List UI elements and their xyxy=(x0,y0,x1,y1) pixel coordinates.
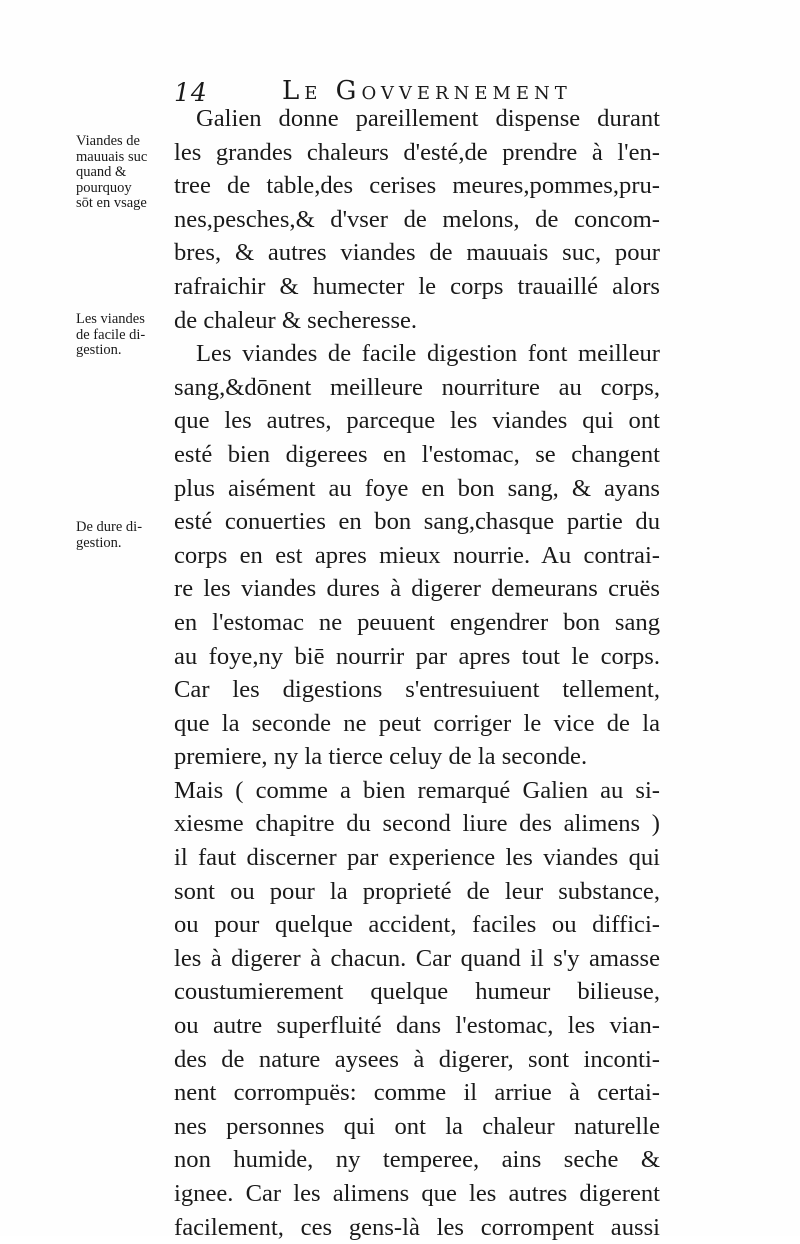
text-line: les grandes chaleurs d'esté,de prendre à l'en- xyxy=(174,138,660,166)
text-line: nes personnes qui ont la chaleur naturelle xyxy=(174,1112,660,1140)
text-line: Les viandes de facile digestion font meilleur xyxy=(196,340,660,368)
text-line: esté conuerties en bon sang,chasque partie du xyxy=(174,508,660,536)
text-line: Galien donne pareillement dispense durant xyxy=(196,105,660,132)
running-head: Le Govvernement xyxy=(282,76,572,106)
text-line: les à digerer à chacun. Car quand il s'y amasse xyxy=(174,944,660,972)
text-line: ou autre superfluité dans l'estomac, les vian- xyxy=(174,1012,660,1040)
text-line: facilement, ces gens-là les corrompent aussi xyxy=(174,1213,660,1241)
margin-note-line: de facile di- xyxy=(76,326,146,343)
text-line: nent corrompuës: comme il arriue à certai- xyxy=(174,1079,660,1107)
text-line: coustumierement quelque humeur bilieuse, xyxy=(174,978,660,1006)
text-line: corps en est apres mieux nourrie. Au contrai- xyxy=(174,541,660,569)
text-line: tree de table,des cerises meures,pommes,pru- xyxy=(174,172,660,200)
margin-note-line: gestion. xyxy=(76,342,122,358)
margin-note-line: De dure di- xyxy=(76,519,143,535)
margin-note-line: mauuais suc xyxy=(76,148,148,165)
margin-note-line: quand & xyxy=(76,164,127,180)
text-line: premiere, ny la tierce celuy de la seconde. xyxy=(174,743,588,771)
text-line: nes,pesches,& d'vser de melons, de concom- xyxy=(174,205,660,233)
margin-note-line: sōt en vsage xyxy=(76,195,147,211)
text-line: Car les digestions s'entresuiuent tellement, xyxy=(174,676,660,704)
text-line: plus aisément au foye en bon sang, & ayans xyxy=(174,474,660,502)
margin-note xyxy=(76,134,172,212)
text-line: en l'estomac ne peuuent engendrer bon sang xyxy=(174,608,660,636)
text-line: bres, & autres viandes de mauuais suc, pour xyxy=(174,239,660,267)
text-line: sang,&dōnent meilleure nourriture au corps, xyxy=(174,373,660,401)
text-line: ignee. Car les alimens que les autres digerent xyxy=(174,1180,660,1207)
margin-note-line: Les viandes xyxy=(76,311,145,327)
page-number: 14 xyxy=(174,78,208,107)
margin-note-line: Viandes de xyxy=(76,133,140,149)
body-text xyxy=(174,102,660,1244)
text-line: que la seconde ne peut corriger le vice de la xyxy=(174,709,660,737)
text-line: re les viandes dures à digerer demeurans cruës xyxy=(174,575,660,603)
margin-note-line: gestion. xyxy=(76,534,122,551)
text-line: xiesme chapitre du second liure des alimens ) xyxy=(174,810,660,838)
margin-note xyxy=(76,312,172,359)
text-line: que les autres, parceque les viandes qui ont xyxy=(174,407,660,435)
text-line: Mais ( comme a bien remarqué Galien au si- xyxy=(174,776,660,804)
text-line: esté bien digerees en l'estomac, se changent xyxy=(174,440,660,468)
text-line: sont ou pour la proprieté de leur substance, xyxy=(174,877,660,905)
text-line: non humide, ny temperee, ains seche & xyxy=(174,1146,660,1174)
margin-note-line: pourquoy xyxy=(76,179,132,196)
margin-note xyxy=(76,520,172,551)
text-line: de chaleur & secheresse. xyxy=(174,306,418,334)
text-line: rafraichir & humecter le corps trauaillé alors xyxy=(174,272,660,300)
text-line: ou pour quelque accident, faciles ou diffici- xyxy=(174,911,660,939)
text-line: il faut discerner par experience les viandes qui xyxy=(174,844,660,872)
text-line: au foye,ny biē nourrir par apres tout le corps. xyxy=(174,642,660,670)
text-line: des de nature aysees à digerer, sont inconti- xyxy=(174,1045,660,1073)
